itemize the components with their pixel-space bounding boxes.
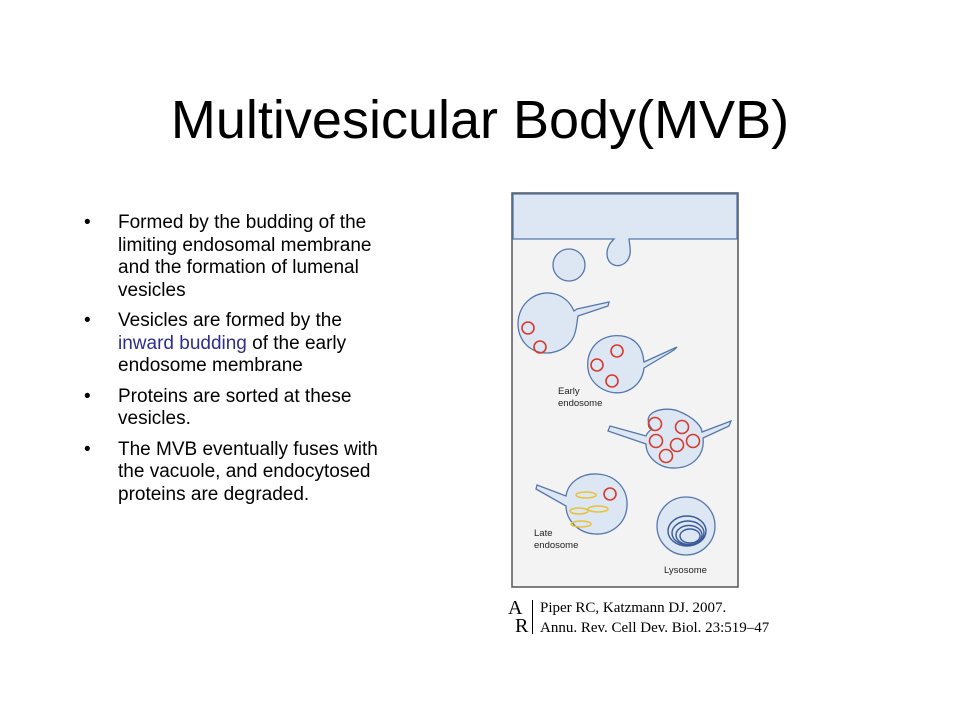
lysosome	[657, 497, 715, 555]
bullet-1-line-4: vesicles	[118, 279, 186, 301]
citation-divider	[532, 600, 533, 634]
annual-reviews-logo	[508, 599, 528, 635]
late-endosome-label-2: endosome	[534, 540, 579, 551]
bullet-item-2	[84, 310, 456, 378]
citation-text	[540, 598, 769, 638]
late-endosome-label-1: Late	[534, 528, 553, 539]
bullet-1-line-2: limiting endosomal membrane	[118, 234, 372, 256]
citation	[508, 596, 808, 640]
citation-line-2: Annu. Rev. Cell Dev. Biol. 23:519–47	[540, 620, 770, 636]
bullet-1-line-1: Formed by the budding of the	[118, 212, 367, 233]
bullet-dot: •	[84, 385, 91, 407]
bullet-3-line-1: Proteins are sorted at these	[118, 385, 352, 407]
bullet-3-line-2: vesicles.	[118, 408, 191, 429]
mvb-diagram	[506, 188, 742, 590]
bullet-item-1	[84, 212, 456, 302]
bullet-1-line-3: and the formation of lumenal	[118, 257, 359, 278]
lysosome-label: Lysosome	[664, 565, 707, 576]
slide-title: Multivesicular Body(MVB)	[170, 90, 790, 150]
bullet-dot: •	[84, 310, 91, 331]
endocytic-vesicle	[553, 249, 585, 281]
bullet-4-line-1: The MVB eventually fuses with	[118, 438, 378, 460]
bullet-2-line-3: endosome membrane	[118, 355, 303, 376]
bullet-2-line-2-rest: of the early	[246, 332, 347, 354]
citation-line-1: Piper RC, Katzmann DJ. 2007.	[540, 600, 727, 616]
bullet-list	[84, 212, 456, 514]
inward-budding-highlight: inward budding	[118, 332, 247, 354]
bullet-4-line-2: the vacuole, and endocytosed	[118, 461, 371, 482]
early-endosome-label-2: endosome	[558, 398, 603, 409]
logo-letter-a: A	[508, 597, 523, 619]
bullet-4-line-3: proteins are degraded.	[118, 483, 310, 505]
bullet-dot: •	[84, 212, 91, 233]
bullet-item-3	[84, 386, 456, 431]
bullet-item-4	[84, 439, 456, 507]
bullet-dot: •	[84, 438, 91, 460]
bullet-2-line-1: Vesicles are formed by the	[118, 310, 342, 331]
early-endosome-label-1: Early	[558, 386, 580, 397]
logo-letter-r: R	[515, 615, 529, 637]
